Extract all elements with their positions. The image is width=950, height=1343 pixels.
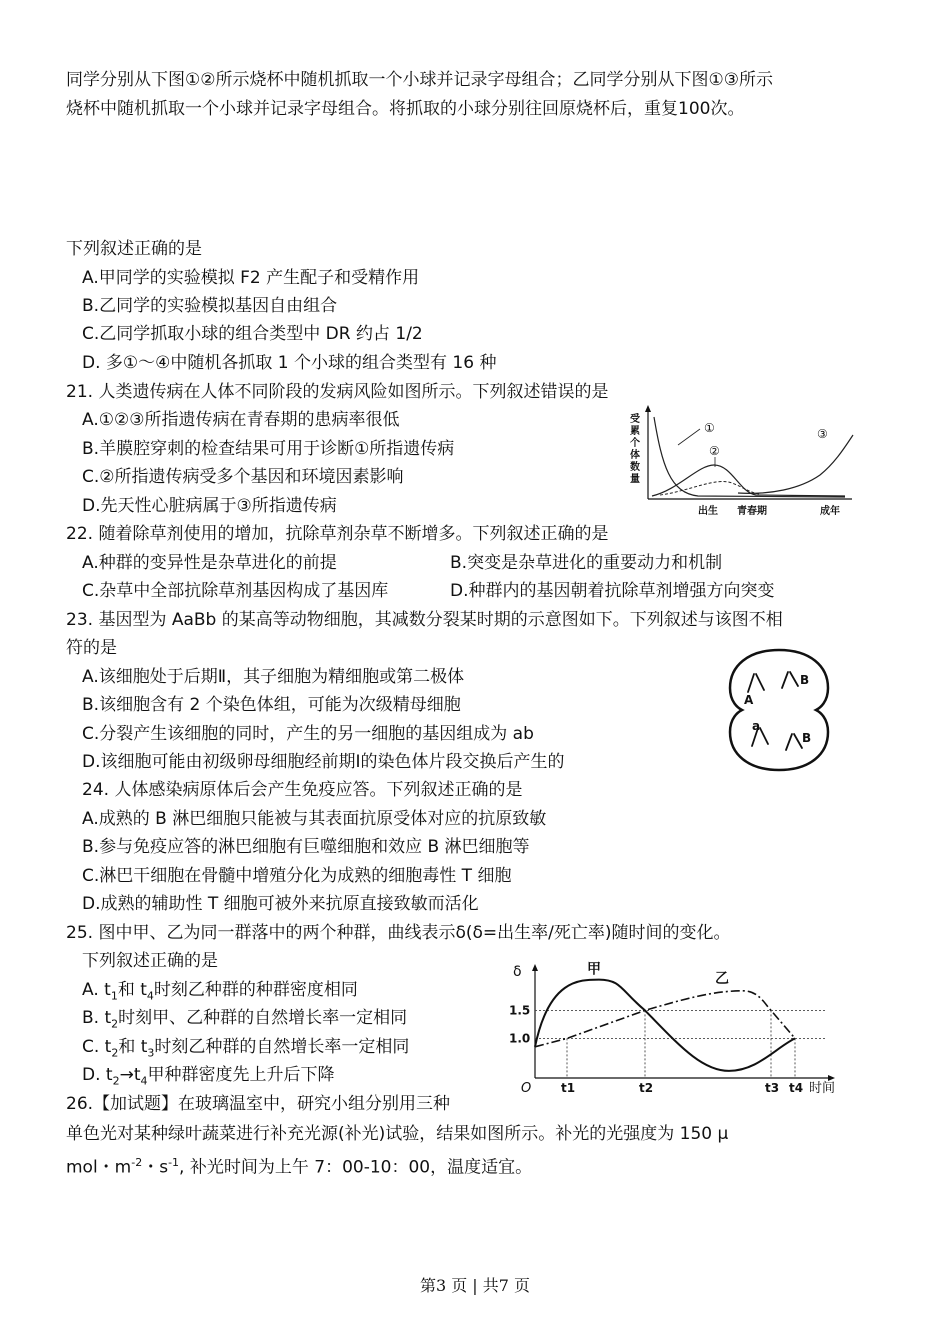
q25-ytick-label: 1.0 [509,1031,531,1046]
q21-ylabel-char: 量 [630,474,640,485]
q21-option-a: A.①②③所指遗传病在青春期的患病率很低 [82,410,400,430]
q25-y-label: δ [513,964,522,980]
q26-line-3: mol・$m^{-2}$・$s^{-1}$, 补光时间为上午 7：00-10：00，温度适宜。 [66,1156,533,1178]
q20-option-b: B.乙同学的实验模拟基因自由组合 [82,296,338,316]
q23-option-c: C.分裂产生该细胞的同时，产生的另一细胞的基因组成为 ab [82,724,534,744]
q22-option-a: A.种群的变异性是杂草进化的前提 [82,553,337,573]
q23-option-a: A.该细胞处于后期Ⅱ，其子细胞为精细胞或第二极体 [82,667,465,687]
q25-xtick-label: t3 [765,1081,780,1095]
q20-option-a: A.甲同学的实验模拟 F2 产生配子和受精作用 [82,268,420,288]
q21-ylabel-char: 体 [630,450,640,461]
q21-option-c: C.②所指遗传病受多个基因和环境因素影响 [82,467,404,487]
q21-ylabel-char: 数 [630,462,640,473]
q25-y-arrow [532,964,538,971]
intro-line-2: 烧杯中随机抓取一个小球并记录字母组合。将抓取的小球分别往回原烧杯后，重复100次。 [66,99,745,119]
q25-origin-label: O [521,1081,532,1096]
q21-ylabel-char: 受 [630,414,640,425]
q23-gene-label-a: a [752,719,761,733]
q25-option-d: D. $t_2\to t_4$甲种群密度先上升后下降 [82,1065,335,1088]
q24-option-c: C.淋巴干细胞在骨髓中增殖分化为成熟的细胞毒性 T 细胞 [82,866,512,886]
q24-option-b: B.参与免疫应答的淋巴细胞有巨噬细胞和效应 B 淋巴细胞等 [82,837,530,857]
q21-xtick-adult: 成年 [820,506,840,517]
q21-option-d: D.先天性心脏病属于③所指遗传病 [82,496,337,516]
q21-disease-risk-figure [620,405,860,520]
q23-cell-membrane [730,650,828,770]
q23-gene-label-A: A [744,693,754,707]
q26-line-2: 单色光对某种绿叶蔬菜进行补充光源(补光)试验，结果如图所示。补光的光强度为 150 μ [66,1124,729,1144]
q21-label-1-leader [678,429,700,445]
q22-option-d: D.种群内的基因朝着抗除草剂增强方向突变 [450,581,775,601]
q21-option-b: B.羊膜腔穿刺的检查结果可用于诊断①所指遗传病 [82,439,455,459]
q25-series-jia-line [535,980,795,1071]
q21-curve-2 [652,465,845,496]
q21-ylabel-char: 个 [630,438,640,449]
q23-chromosome [756,674,764,690]
q24-stem: 24. 人体感染病原体后会产生免疫应答。下列叙述正确的是 [82,780,523,800]
q26-line-1: 26.【加试题】在玻璃温室中，研究小组分别用三种 [66,1094,451,1114]
q23-chromosome [794,734,802,748]
q23-stem-line-1: 23. 基因型为 AaBb 的某高等动物细胞，其减数分裂某时期的示意图如下。下列叙述与该图不相 [66,610,783,630]
q25-stem-line-2: 下列叙述正确的是 [82,951,218,971]
page-footer: 第3 页 | 共7 页 [419,1276,531,1295]
q20-stem: 下列叙述正确的是 [66,239,202,259]
q25-series-jia-label: 甲 [587,961,601,978]
q25-option-c: C. $t_2$和 $t_3$时刻乙种群的自然增长率一定相同 [82,1037,410,1060]
q23-chromosome [748,674,754,692]
q23-chromosome [760,728,768,744]
q22-stem: 22. 随着除草剂使用的增加，抗除草剂杂草不断增多。下列叙述正确的是 [66,524,609,544]
q20-option-c: C.乙同学抓取小球的组合类型中 DR 约占 1/2 [82,324,423,344]
q23-cell-diagram [724,646,834,774]
q23-chromosome [786,734,792,750]
q23-option-b: B.该细胞含有 2 个染色体组，可能为次级精母细胞 [82,695,461,715]
q25-xtick-label: t4 [789,1081,804,1095]
q21-ylabel-char: 累 [630,426,640,437]
q23-gene-label-B-bottom: B [802,731,812,745]
q21-curve-label-1: ① [704,421,715,435]
q23-stem-line-2: 符的是 [66,638,117,658]
q25-xtick-label: t2 [639,1081,654,1095]
q21-xtick-birth: 出生 [698,506,718,517]
q25-option-b: B. $t_2$时刻甲、乙种群的自然增长率一定相同 [82,1008,408,1031]
q24-option-a: A.成熟的 B 淋巴细胞只能被与其表面抗原受体对应的抗原致敏 [82,809,547,829]
q20-option-d: D. 多①～④中随机各抓取 1 个小球的组合类型有 16 种 [82,353,497,373]
q25-option-a: A. $t_1$和 $t_4$时刻乙种群的种群密度相同 [82,980,358,1003]
q21-xtick-puberty: 青春期 [737,506,767,517]
q21-curve-3 [738,435,853,493]
q21-stem: 21. 人类遗传病在人体不同阶段的发病风险如图所示。下列叙述错误的是 [66,382,609,402]
q23-option-d: D.该细胞可能由初级卵母细胞经前期Ⅰ的染色体片段交换后产生的 [82,752,565,772]
q21-curve-label-2: ② [709,444,720,458]
q25-series-yi-label: 乙 [715,970,729,987]
intro-line-1: 同学分别从下图①②所示烧杯中随机抓取一个小球并记录字母组合；乙同学分别从下图①③所示 [66,70,773,90]
q22-option-c: C.杂草中全部抗除草剂基因构成了基因库 [82,581,389,601]
q21-curve-label-3: ③ [817,427,828,441]
q24-option-d: D.成熟的辅助性 T 细胞可被外来抗原直接致敏而活化 [82,894,479,914]
q25-stem-line-1: 25. 图中甲、乙为同一群落中的两个种群，曲线表示δ(δ=出生率/死亡率)随时间的变化。 [66,923,731,943]
q21-y-arrow [645,405,651,412]
q23-chromosome [790,672,798,686]
q25-ytick-label: 1.5 [509,1003,531,1018]
q25-delta-chart [505,958,850,1098]
q22-option-b: B.突变是杂草进化的重要动力和机制 [450,553,723,573]
q25-xtick-label: t1 [561,1081,576,1095]
q23-gene-label-B-top: B [800,673,810,687]
q25-x-label: 时间 [809,1081,836,1096]
q23-chromosome [782,672,788,688]
